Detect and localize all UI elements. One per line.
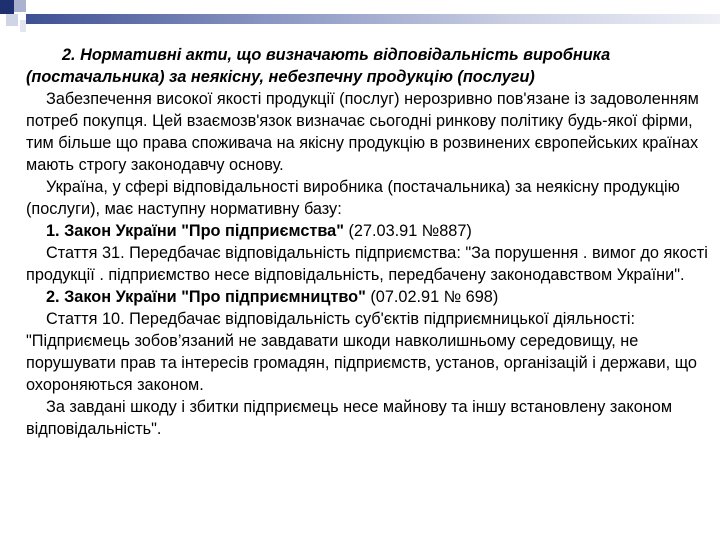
header-gradient-bar — [26, 14, 720, 24]
law-name-entrepreneurship: 2. Закон України "Про підприємництво" — [46, 288, 366, 306]
decor-square-light — [14, 0, 26, 12]
slide-title: 2. Нормативні акти, що визначають відповідальність виробника (постачальника) за неякісну, небезпечну продукцію (послуги) — [26, 46, 611, 86]
article-31: Стаття 31. Передбачає відповідальність підприємства: "За порушення . вимог до якості продукції . підприємство несе відповідальність, передбачену законодавством України". — [26, 244, 708, 284]
slide-body — [26, 44, 716, 440]
slide-header-decoration — [0, 0, 720, 40]
paragraph-liability: За завдані шкоду і збитки підприємець несе майнову та іншу встановлену законом відповідальність". — [26, 398, 673, 438]
law-item-entrepreneurship — [26, 286, 716, 308]
law-ref-enterprises: (27.03.91 №887) — [343, 222, 472, 240]
article-10: Стаття 10. Передбачає відповідальність суб'єктів підприємницької діяльності: "Підприємець зобов’язаний не завдавати шкоди навколишньому середовищу, не порушувати прав та інтересів громадян, підприємств, установ, організацій і держави, що охороняються законом. — [26, 310, 697, 394]
law-name-enterprises: 1. Закон України "Про підприємства" — [46, 222, 344, 240]
decor-square-pale — [6, 14, 18, 26]
paragraph-quality: Забезпечення високої якості продукції (послуг) нерозривно пов'язане із задоволенням потреб покупця. Цей взаємозв'язок визначає сьогодні ринкову політику будь-якої фірми, тим більше що права споживача на якісну продукцію в розвинених європейських країнах мають строгу законодавчу основу. — [26, 90, 699, 174]
decor-square-dark — [0, 0, 14, 14]
law-ref-entrepreneurship: (07.02.91 № 698) — [365, 288, 499, 306]
law-item-enterprises — [26, 220, 716, 242]
paragraph-regulatory-base: Україна, у сфері відповідальності виробника (постачальника) за неякісну продукцію (послуги), має наступну нормативну базу: — [26, 178, 680, 218]
